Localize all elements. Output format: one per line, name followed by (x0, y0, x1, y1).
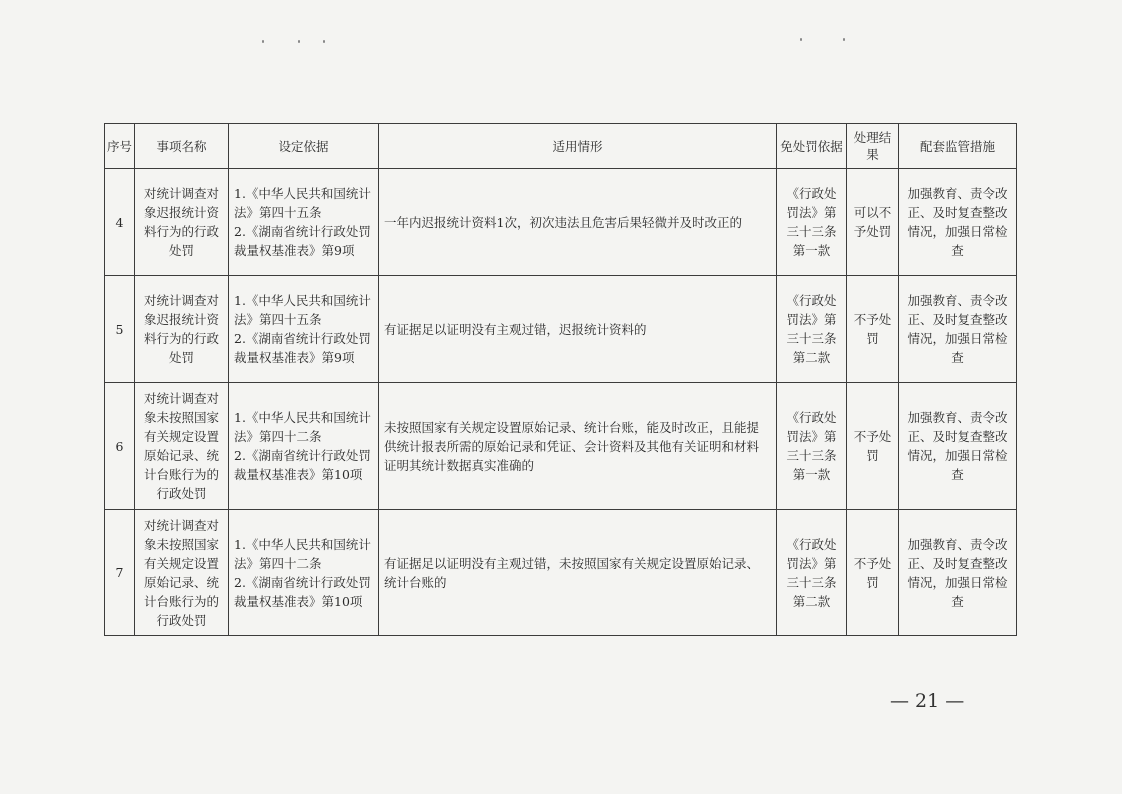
basis-line-1: 1.《中华人民共和国统计法》第四十五条 (234, 293, 371, 327)
scan-speck (262, 40, 264, 43)
row-result: 可以不予处罚 (847, 169, 899, 276)
basis-line-1: 1.《中华人民共和国统计法》第四十二条 (234, 410, 371, 444)
row-measure: 加强教育、责令改正、及时复查整改情况，加强日常检查 (899, 510, 1017, 636)
row-seq: 5 (105, 276, 135, 383)
scan-speck (323, 40, 325, 43)
header-seq: 序号 (105, 124, 135, 169)
row-name: 对统计调查对象迟报统计资料行为的行政处罚 (135, 169, 229, 276)
header-situation: 适用情形 (379, 124, 777, 169)
row-result: 不予处罚 (847, 383, 899, 510)
basis-line-2: 2.《湖南省统计行政处罚裁量权基准表》第10项 (234, 448, 371, 482)
row-situation: 一年内迟报统计资料1次，初次违法且危害后果轻微并及时改正的 (379, 169, 777, 276)
row-result: 不予处罚 (847, 510, 899, 636)
row-result: 不予处罚 (847, 276, 899, 383)
table-row (105, 510, 1017, 636)
row-exempt: 《行政处罚法》第三十三条第一款 (777, 169, 847, 276)
row-name: 对统计调查对象未按照国家有关规定设置原始记录、统计台账行为的行政处罚 (135, 510, 229, 636)
basis-line-2: 2.《湖南省统计行政处罚裁量权基准表》第9项 (234, 331, 371, 365)
row-name: 对统计调查对象未按照国家有关规定设置原始记录、统计台账行为的行政处罚 (135, 383, 229, 510)
header-result: 处理结果 (847, 124, 899, 169)
row-measure: 加强教育、责令改正、及时复查整改情况，加强日常检查 (899, 276, 1017, 383)
row-basis (229, 169, 379, 276)
basis-line-1: 1.《中华人民共和国统计法》第四十二条 (234, 536, 371, 571)
row-name: 对统计调查对象迟报统计资料行为的行政处罚 (135, 276, 229, 383)
row-exempt: 《行政处罚法》第三十三条第二款 (777, 276, 847, 383)
row-exempt: 《行政处罚法》第三十三条第一款 (777, 383, 847, 510)
row-seq: 4 (105, 169, 135, 276)
row-situation: 未按照国家有关规定设置原始记录、统计台账，能及时改正，且能提供统计报表所需的原始记录和凭证、会计资料及其他有关证明和材料证明其统计数据真实准确的 (379, 383, 777, 510)
table-row (105, 276, 1017, 383)
header-name: 事项名称 (135, 124, 229, 169)
scan-speck (298, 40, 300, 43)
header-measure: 配套监管措施 (899, 124, 1017, 169)
header-basis: 设定依据 (229, 124, 379, 169)
table-header-row (105, 124, 1017, 169)
scan-speck (800, 38, 802, 41)
row-situation: 有证据足以证明没有主观过错，未按照国家有关规定设置原始记录、统计台账的 (379, 510, 777, 636)
row-seq: 7 (105, 510, 135, 636)
basis-line-2: 2.《湖南省统计行政处罚裁量权基准表》第10项 (234, 574, 371, 609)
table-row (105, 383, 1017, 510)
row-measure: 加强教育、责令改正、及时复查整改情况，加强日常检查 (899, 169, 1017, 276)
basis-line-2: 2.《湖南省统计行政处罚裁量权基准表》第9项 (234, 224, 371, 258)
row-exempt: 《行政处罚法》第三十三条第二款 (777, 510, 847, 636)
header-exempt: 免处罚依据 (777, 124, 847, 169)
table-row (105, 169, 1017, 276)
scan-speck (843, 38, 845, 41)
page-number: — 21 — (890, 690, 965, 712)
exemption-table (104, 123, 1017, 636)
row-situation: 有证据足以证明没有主观过错，迟报统计资料的 (379, 276, 777, 383)
row-basis (229, 510, 379, 636)
row-seq: 6 (105, 383, 135, 510)
row-basis (229, 276, 379, 383)
row-measure: 加强教育、责令改正、及时复查整改情况，加强日常检查 (899, 383, 1017, 510)
basis-line-1: 1.《中华人民共和国统计法》第四十五条 (234, 186, 371, 220)
row-basis (229, 383, 379, 510)
